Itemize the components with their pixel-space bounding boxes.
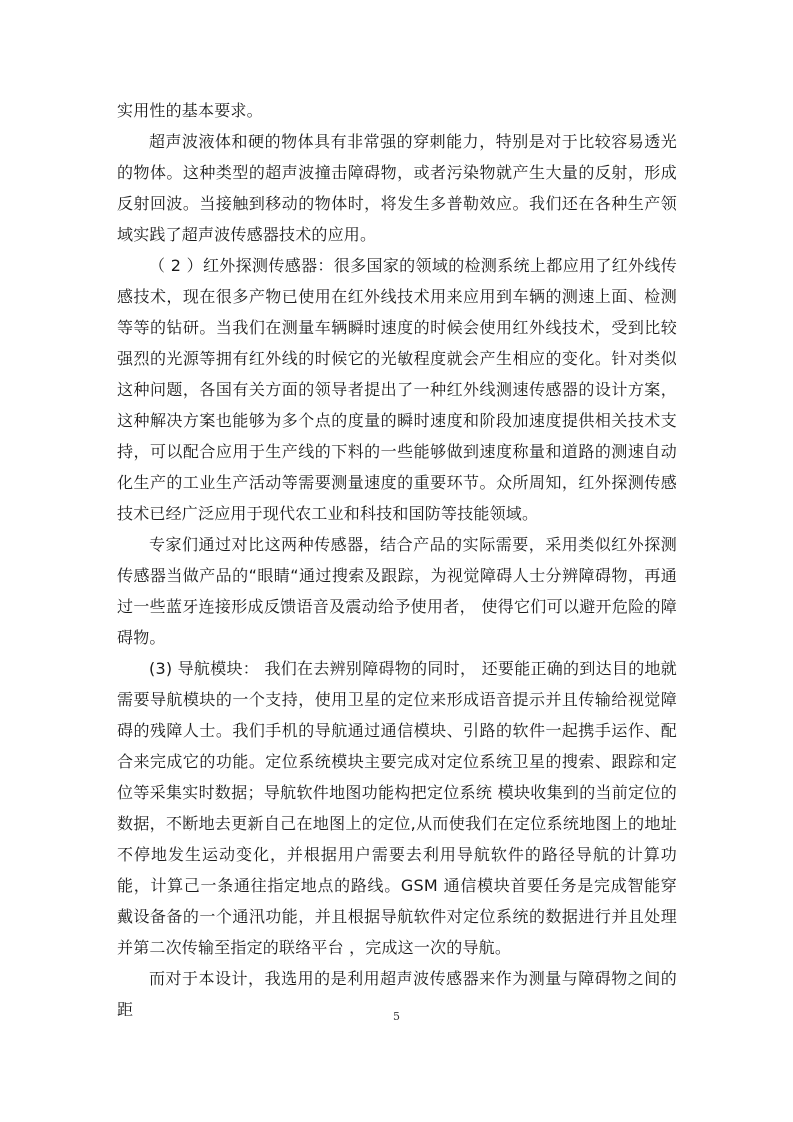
- page-number: 5: [393, 1010, 400, 1023]
- paragraph-2: 超声波液体和硬的物体具有非常强的穿刺能力，特别是对于比较容易透光的物体。这种类型的超声波撞击障碍物，或者污染物就产生大量的反射，形成反射回波。当接触到移动的物体时，将发生多普勒效应。我们还在各种生产领域实践了超声波传感器技术的应用。: [117, 132, 677, 244]
- paragraph-1: 实用性的基本要求。: [117, 101, 263, 120]
- paragraph-5: (3) 导航模块： 我们在去辨别障碍物的同时， 还要能正确的到达目的地就需要导航模块的一个支持，使用卫星的定位来形成语音提示并且传输给视觉障碍的残障人士。我们手机的导航通过通信模块、引路的软件一起携手运作、配合来完成它的功能。定位系统模块主要完成对定位系统卫星的搜索、跟踪和定位等采集实时数据；导航软件地图功能构把定位系统 模块收集到的当前定位的数据，不断地去更新自己在地图上的定位,从而使我们在定位系统地图上的地址不停地发生运动变化，并根据用户需要去利用导航软件的路径导航的计算功能，计算己一条通往指定地点的路线。GSM 通信模块首要任务是完成智能穿戴设备备的一个通汛功能，并且根据导航软件对定位系统的数据进行并且处理并第二次传输至指定的联络平台 ，完成这一次的导航。: [117, 659, 677, 957]
- body-text: [117, 95, 677, 1025]
- paragraph-6: 而对于本设计，我选用的是利用超声波传感器来作为测量与障碍物之间的距: [117, 969, 677, 1019]
- paragraph-4: 专家们通过对比这两种传感器，结合产品的实际需要，采用类似红外探测传感器当做产品的“眼睛“通过搜索及跟踪，为视觉障碍人士分辨障碍物，再通过一些蓝牙连接形成反馈语音及震动给予使用者， 使得它们可以避开危险的障碍物。: [117, 535, 677, 647]
- paragraph-3: （ 2 ）红外探测传感器：很多国家的领域的检测系统上都应用了红外线传感技术，现在很多产物已使用在红外线技术用来应用到车辆的测速上面、检测等等的钻研。当我们在测量车辆瞬时速度的时候会使用红外线技术，受到比较强烈的光源等拥有红外线的时候它的光敏程度就会产生相应的变化。针对类似这种问题，各国有关方面的领导者提出了一种红外线测速传感器的设计方案，这种解决方案也能够为多个点的度量的瞬时速度和阶段加速度提供相关技术支持，可以配合应用于生产线的下料的一些能够做到速度称量和道路的测速自动化生产的工业生产活动等需要测量速度的重要环节。众所周知，红外探测传感技术已经广泛应用于现代农工业和科技和国防等技能领域。: [117, 256, 677, 523]
